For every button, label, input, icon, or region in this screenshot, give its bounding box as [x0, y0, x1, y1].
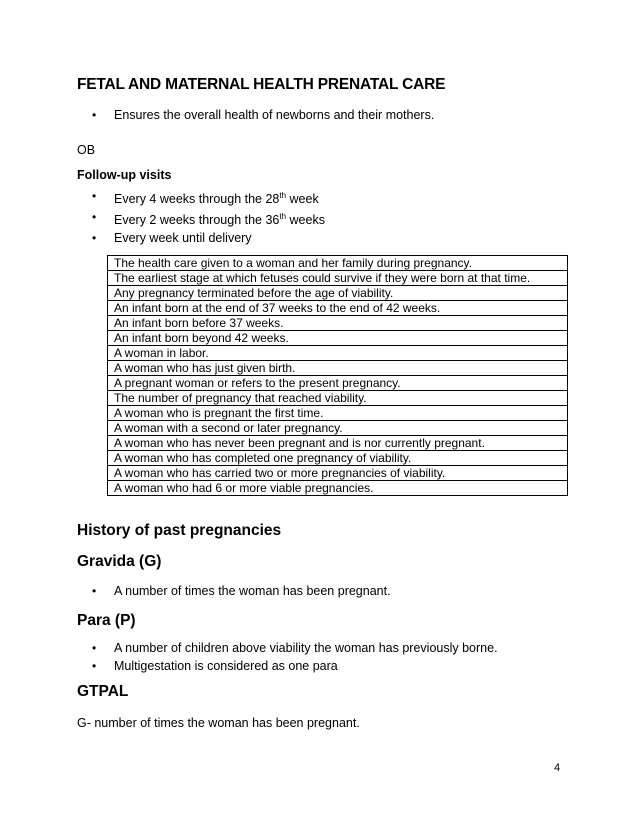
gravida-heading: Gravida (G) [77, 553, 162, 570]
intro-bullet-list [92, 106, 434, 124]
superscript: th [279, 191, 287, 200]
table-cell: An infant born beyond 42 weeks. [108, 331, 568, 346]
list-item [92, 657, 498, 675]
table-row [108, 421, 568, 436]
table-cell: A woman who has just given birth. [108, 361, 568, 376]
table-cell: A pregnant woman or refers to the present pregnancy. [108, 376, 568, 391]
followup-heading: Follow-up visits [77, 168, 172, 182]
table-cell: An infant born at the end of 37 weeks to the end of 42 weeks. [108, 301, 568, 316]
table-cell: A woman who has completed one pregnancy of viability. [108, 451, 568, 466]
table-cell: A woman who has carried two or more pregnancies of viability. [108, 466, 568, 481]
page-title: FETAL AND MATERNAL HEALTH PRENATAL CARE [77, 76, 446, 93]
table-cell: A woman who had 6 or more viable pregnancies. [108, 481, 568, 496]
table-cell: An infant born before 37 weeks. [108, 316, 568, 331]
page-number: 4 [554, 762, 561, 774]
list-item [92, 229, 325, 247]
bullet-icon: • [92, 641, 97, 655]
list-item [92, 106, 434, 124]
table-cell: The health care given to a woman and her family during pregnancy. [108, 256, 568, 271]
followup-bullet-list [92, 187, 325, 247]
table-row [108, 346, 568, 361]
bullet-icon: • [92, 659, 97, 673]
gtpal-heading: GTPAL [77, 683, 129, 700]
bullet-icon: • [92, 584, 97, 598]
list-item-text: A number of children above viability the woman has previously borne. [114, 641, 498, 655]
list-item [92, 639, 498, 657]
table-row [108, 466, 568, 481]
para-bullet-list [92, 639, 498, 675]
table-row [108, 271, 568, 286]
list-item-text: Every 2 weeks through the 36 [114, 213, 280, 228]
list-item-text: Multigestation is considered as one para [114, 659, 338, 673]
gtpal-line: G- number of times the woman has been pregnant. [77, 716, 360, 730]
list-item [92, 208, 325, 229]
table-cell: The earliest stage at which fetuses could survive if they were born at that time. [108, 271, 568, 286]
table-row [108, 361, 568, 376]
table-cell: The number of pregnancy that reached viability. [108, 391, 568, 406]
list-item [92, 582, 391, 600]
table-row [108, 301, 568, 316]
definitions-table [107, 255, 568, 496]
table-row [108, 286, 568, 301]
list-item-text-suffix: week [286, 192, 319, 207]
para-heading: Para (P) [77, 612, 136, 629]
ob-label: OB [77, 143, 96, 157]
list-item-text: Every 4 weeks through the 28 [114, 192, 280, 207]
list-item [92, 187, 325, 208]
table-row [108, 391, 568, 406]
table-row [108, 481, 568, 496]
list-item-text: Ensures the overall health of newborns and their mothers. [114, 108, 435, 122]
history-heading: History of past pregnancies [77, 522, 282, 539]
table-row [108, 451, 568, 466]
table-row [108, 376, 568, 391]
bullet-icon: • [92, 231, 97, 246]
table-row [108, 256, 568, 271]
bullet-icon: • [92, 210, 97, 225]
gravida-bullet-list [92, 582, 391, 600]
superscript: th [279, 212, 287, 222]
table-cell: A woman in labor. [108, 346, 568, 361]
table-cell: Any pregnancy terminated before the age of viability. [108, 286, 568, 301]
table-row [108, 406, 568, 421]
table-cell: A woman who has never been pregnant and is nor currently pregnant. [108, 436, 568, 451]
table-cell: A woman who is pregnant the first time. [108, 406, 568, 421]
bullet-icon: • [92, 189, 97, 203]
table-row [108, 331, 568, 346]
bullet-icon: • [92, 108, 97, 122]
table-row [108, 436, 568, 451]
table-cell: A woman with a second or later pregnancy. [108, 421, 568, 436]
list-item-text: A number of times the woman has been pregnant. [114, 584, 391, 598]
table-row [108, 316, 568, 331]
list-item-text: Every week until delivery [114, 231, 252, 246]
list-item-text-suffix: weeks [286, 213, 325, 228]
